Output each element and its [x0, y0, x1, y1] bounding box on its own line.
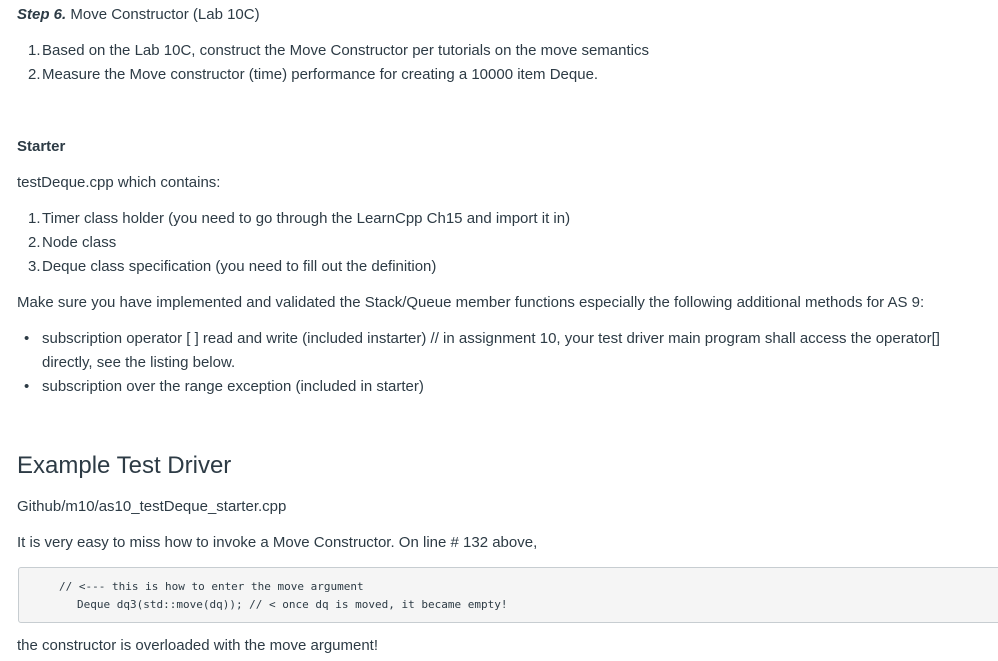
- list-text: Node class: [42, 234, 117, 251]
- list-text: Measure the Move constructor (time) performance for creating a 10000 item Deque.: [42, 66, 599, 83]
- code-block: [18, 567, 998, 623]
- list-number: 1.: [28, 210, 41, 227]
- example-paragraph: It is very easy to miss how to invoke a Move Constructor. On line # 132 above,: [17, 534, 538, 551]
- closing-text: the constructor is overloaded with the move argument!: [17, 637, 379, 654]
- list-number: 2.: [28, 234, 41, 251]
- starter-heading: Starter: [17, 138, 66, 155]
- bullet-text: subscription operator [ ] read and write (included instarter) // in assignment 10, your test driver main program shall access the operator[]: [42, 330, 940, 347]
- list-text: Based on the Lab 10C, construct the Move Constructor per tutorials on the move semantics: [42, 42, 649, 59]
- list-text: Timer class holder (you need to go through the LearnCpp Ch15 and import it in): [42, 210, 571, 227]
- code-line: // <--- this is how to enter the move argument: [59, 580, 364, 593]
- list-number: 2.: [28, 66, 41, 83]
- step-label: Step 6.: [17, 6, 67, 23]
- step-title-text: Move Constructor (Lab 10C): [66, 6, 260, 23]
- step-title: [17, 6, 260, 23]
- bullet-text: subscription over the range exception (included in starter): [42, 378, 424, 395]
- code-line: Deque dq3(std::move(dq)); // < once dq is moved, it became empty!: [77, 598, 508, 611]
- list-text: Deque class specification (you need to fill out the definition): [42, 258, 437, 275]
- bullet-dot-icon: •: [24, 330, 30, 347]
- list-number: 1.: [28, 42, 41, 59]
- bullet-dot-icon: •: [24, 378, 30, 395]
- example-heading: Example Test Driver: [17, 452, 232, 479]
- example-path: Github/m10/as10_testDeque_starter.cpp: [17, 498, 287, 515]
- starter-note: Make sure you have implemented and validated the Stack/Queue member functions especially the following additional methods for AS 9:: [17, 294, 925, 311]
- list-number: 3.: [28, 258, 41, 275]
- starter-intro: testDeque.cpp which contains:: [17, 174, 221, 191]
- bullet-text: directly, see the listing below.: [42, 354, 236, 371]
